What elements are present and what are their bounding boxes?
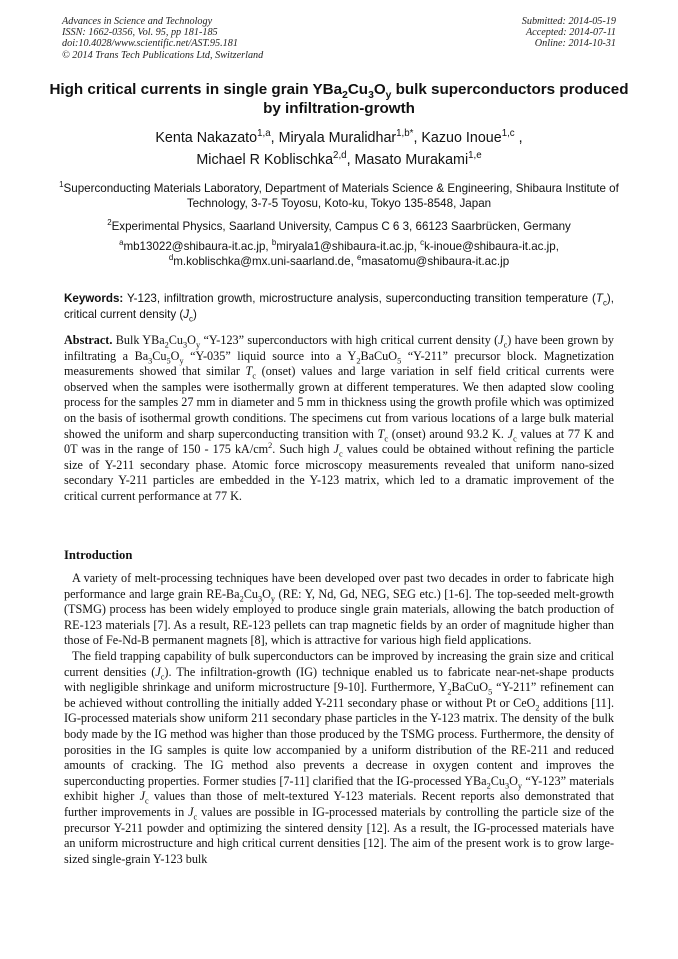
affiliation-2: $^2$Experimental Physics, Saarland University, Campus C 6 3, 66123 Saarbrücken, Germany xyxy=(107,218,571,233)
affiliation-1: $^1$Superconducting Materials Laboratory, Department of Materials Science & Engineering, Shibaura Institute of Technology, 3-7-5 Toyosu, Koto-ku, Tokyo 135-8548, Japan xyxy=(59,180,619,210)
intro-paragraph-2: The field trapping capability of bulk superconductors can be improved by increasing the grain size and critical current densities $(J_c)$. The infiltration-growth (IG) technique enabled us to fabricate near-net-shape products with negligible shrinkage and uniform microstructure [9-10]. Furthermore, $Y_2BaCuO_5$ “Y-211” refinement can be achieved without controlling the initially added Y-211 secondary phase or without Pt or CeO$_2$ additions [11]. IG-processed materials show uniform 211 secondary phase particles in the Y-123 matrix. The density of the bulk body made by the IG method was higher than those produced by the TSMG process. Furthermore, the density of porosities in the IG samples is quite low accompanied by a uniform distribution of the RE-211 and reduced amounts of cracking. The IG method also prevents a decrease in oxygen content and improves the superconducting properties. Former studies [7-11] clarified that the IG-processed $YBa_2Cu_3O_y$ “Y-123” materials exhibit higher $J_c$ values than those of melt-textured Y-123 materials. Recent reports also demonstrated that further improvements in $J_c$ values are possible in IG-processed materials by controlling the particle size of the precursor Y-211 powder and optimizing the sintered density [12]. As a result, the IG-processed materials have an uniform microstructure and high critical current densities [12]. The aim of the present work is to grow large-sized single-grain Y-123 bulk xyxy=(64,648,615,866)
journal-doi[interactable]: doi:10.4028/www.scientific.net/AST.95.181 xyxy=(62,38,238,50)
journal-issn: ISSN: 1662-0356, Vol. 95, pp 181-185 xyxy=(62,27,218,39)
keywords: Keywords: Y-123, infiltration growth, microstructure analysis, superconducting transition temperature $(T_c)$, critical current density $(J_c)$ xyxy=(64,292,614,324)
submitted-date: Submitted: 2014-05-19 xyxy=(521,16,616,27)
keywords-label: Keywords: xyxy=(64,292,124,305)
online-date: Online: 2014-10-31 xyxy=(534,38,616,50)
intro-paragraph-1: A variety of melt-processing techniques have been developed over past two decades in order to fabricate high performance and large grain $RE-Ba_2Cu_3O_y$ (RE: Y, Nd, Gd, NEG, SEG etc.) [1-6]. The top-seeded melt-growth (TSMG) process has been widely employed to produce single grain materials, allowing the batch production of RE-123 materials [7]. As a result, RE-123 pellets can trap magnetic fields by an order of magnitude higher than those of Fe-Nd-B permanent magnets [8], which is attractive for various high field applications. xyxy=(64,571,614,648)
author-line-2: Michael R Koblischka$^{2,d}$, Masato Murakami$^{1,e}$ xyxy=(196,150,482,168)
introduction-body xyxy=(64,571,614,867)
accepted-date: Accepted: 2014-07-11 xyxy=(525,27,616,39)
abstract: Abstract. Bulk $YBa_2Cu_3O_y$ “Y-123” superconductors with high critical current density $(J_c)$ have been grown by infiltrating a $Ba_3Cu_5O_y$ “Y-035” liquid source into a $Y_2BaCuO_5$ “Y-211” precursor block. Magnetization measurements showed that similar $T_c$ (onset) values and large variation in self field critical currents were observed when the samples were isothermally grown at different temperatures. We then adapted slow cooling process for the samples 27 mm in diameter and 5 mm in thickness using the growth profile which was optimized on the basis of isothermal growth conditions. The specimens cut from various locations of a large bulk material showed the uniform and sharp superconducting transition with $T_c$ (onset) around 93.2 K. $J_c$ values at 77 K and 0T was in the range of 150 - 175 $kA/cm^2$. Such high $J_c$ values could be obtained without refining the particle size of Y-211 secondary phase. Atomic force microscopy measurements revealed that uniform nano-sized secondary Y-211 particles are embedded in the Y-123 matrix, which led to a dramatic improvement of the critical current performance at 77 K. xyxy=(64,333,615,503)
author-emails[interactable]: $^a$mb13022@shibaura-it.ac.jp, $^b$miryala1@shibaura-it.ac.jp, $^c$k-inoue@shibaura-it.ac.jp, $^d$m.koblischka@mx.uni-saarland.de, $^e$masatomu@shibaura-it.ac.jp xyxy=(119,238,559,268)
author-list xyxy=(40,127,638,171)
journal-header xyxy=(62,16,263,61)
paper-title: High critical currents in single grain $YBa_2Cu_3O_y$ bulk superconductors produced by infiltration-growth xyxy=(49,81,629,117)
publication-dates xyxy=(522,16,616,50)
abstract-label: Abstract. xyxy=(64,333,113,347)
author-line-1: Kenta Nakazato$^{1,a}$, Miryala Muralidhar$^{1,b*}$, Kazuo Inoue$^{1,c}$ , xyxy=(155,128,523,146)
journal-copyright: © 2014 Trans Tech Publications Ltd, Switzerland xyxy=(62,49,264,61)
introduction-heading: Introduction xyxy=(64,548,133,562)
journal-name: Advances in Science and Technology xyxy=(62,16,213,27)
